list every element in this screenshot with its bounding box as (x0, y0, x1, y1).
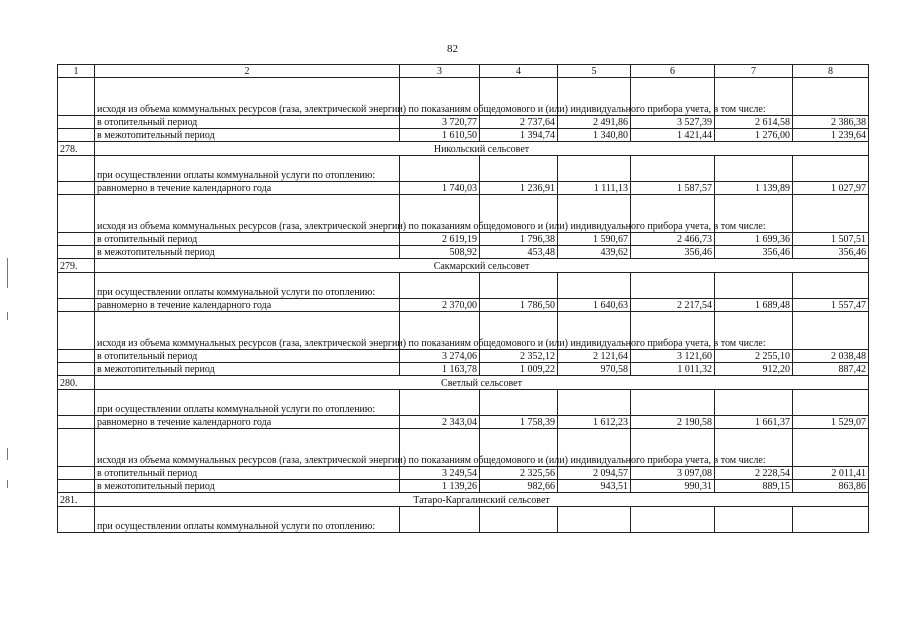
value-cell: 1 612,23 (558, 416, 631, 429)
value-cell: 1 139,89 (715, 182, 793, 195)
value-cell: 2 255,10 (715, 350, 793, 363)
value-cell: 1 758,39 (480, 416, 558, 429)
empty-cell (58, 246, 95, 259)
value-cell: 943,51 (558, 480, 631, 493)
value-cell: 912,20 (715, 363, 793, 376)
empty-cell (715, 390, 793, 416)
value-cell: 1 610,50 (400, 129, 480, 142)
empty-cell (58, 390, 95, 416)
empty-cell (558, 507, 631, 533)
value-cell: 508,92 (400, 246, 480, 259)
text-row (58, 195, 869, 233)
value-cell: 1 239,64 (793, 129, 869, 142)
section-title: Светлый сельсовет (95, 376, 869, 390)
value-cell: 2 352,12 (480, 350, 558, 363)
data-row (58, 299, 869, 312)
value-cell: 2 325,56 (480, 467, 558, 480)
section-title: Никольский сельсовет (95, 142, 869, 156)
column-header: 1 (58, 65, 95, 78)
empty-cell (631, 390, 715, 416)
column-header: 2 (95, 65, 400, 78)
tariff-table (57, 64, 869, 533)
empty-cell (400, 390, 480, 416)
data-row (58, 480, 869, 493)
value-cell: 2 619,19 (400, 233, 480, 246)
value-cell: 1 139,26 (400, 480, 480, 493)
empty-cell (58, 350, 95, 363)
empty-cell (58, 195, 95, 233)
empty-cell (58, 156, 95, 182)
row-label: при осуществлении оплаты коммунальной услуги по отоплению: (95, 507, 400, 533)
value-cell: 1 163,78 (400, 363, 480, 376)
empty-cell (793, 390, 869, 416)
column-header: 3 (400, 65, 480, 78)
row-label: равномерно в течение календарного года (95, 416, 400, 429)
data-row (58, 416, 869, 429)
section-number: 281. (58, 493, 95, 507)
empty-cell (58, 273, 95, 299)
empty-cell (58, 78, 95, 116)
empty-cell (480, 156, 558, 182)
value-cell: 1 640,63 (558, 299, 631, 312)
value-cell: 1 276,00 (715, 129, 793, 142)
text-row (58, 429, 869, 467)
row-label: в отопительный период (95, 467, 400, 480)
column-header: 6 (631, 65, 715, 78)
section-title: Татаро-Каргалинский сельсовет (95, 493, 869, 507)
row-label: при осуществлении оплаты коммунальной услуги по отоплению: (95, 273, 400, 299)
section-row (58, 493, 869, 507)
column-header: 5 (558, 65, 631, 78)
row-label: в межотопительный период (95, 363, 400, 376)
value-cell: 1 796,38 (480, 233, 558, 246)
value-cell: 3 121,60 (631, 350, 715, 363)
value-cell: 1 340,80 (558, 129, 631, 142)
value-cell: 990,31 (631, 480, 715, 493)
value-cell: 1 740,03 (400, 182, 480, 195)
empty-cell (793, 78, 869, 116)
value-cell: 453,48 (480, 246, 558, 259)
value-cell: 863,86 (793, 480, 869, 493)
column-header: 8 (793, 65, 869, 78)
text-row (58, 156, 869, 182)
value-cell: 1 587,57 (631, 182, 715, 195)
value-cell: 2 011,41 (793, 467, 869, 480)
value-cell: 2 217,54 (631, 299, 715, 312)
empty-cell (58, 299, 95, 312)
row-label: при осуществлении оплаты коммунальной услуги по отоплению: (95, 156, 400, 182)
text-row (58, 390, 869, 416)
value-cell: 2 491,86 (558, 116, 631, 129)
value-cell: 3 274,06 (400, 350, 480, 363)
row-label: в межотопительный период (95, 246, 400, 259)
value-cell: 1 507,51 (793, 233, 869, 246)
section-title: Сакмарский сельсовет (95, 259, 869, 273)
row-label: исходя из объема коммунальных ресурсов (газа, электрической энергии) по показаниям общедомового и (или) индивидуального прибора учета, в том числе: (95, 78, 400, 116)
value-cell: 2 228,54 (715, 467, 793, 480)
column-header-row (58, 65, 869, 78)
scan-margin-mark (7, 448, 8, 460)
text-row (58, 312, 869, 350)
text-row (58, 273, 869, 299)
data-row (58, 182, 869, 195)
section-row (58, 142, 869, 156)
empty-cell (793, 273, 869, 299)
value-cell: 1 394,74 (480, 129, 558, 142)
empty-cell (58, 129, 95, 142)
value-cell: 1 009,22 (480, 363, 558, 376)
data-row (58, 363, 869, 376)
empty-cell (58, 363, 95, 376)
empty-cell (58, 116, 95, 129)
value-cell: 3 097,08 (631, 467, 715, 480)
scan-margin-mark (7, 258, 8, 288)
data-row (58, 129, 869, 142)
value-cell: 1 699,36 (715, 233, 793, 246)
value-cell: 1 236,91 (480, 182, 558, 195)
value-cell: 3 249,54 (400, 467, 480, 480)
text-row (58, 78, 869, 116)
value-cell: 1 557,47 (793, 299, 869, 312)
empty-cell (558, 390, 631, 416)
empty-cell (558, 156, 631, 182)
value-cell: 2 094,57 (558, 467, 631, 480)
section-number: 278. (58, 142, 95, 156)
value-cell: 1 689,48 (715, 299, 793, 312)
value-cell: 2 370,00 (400, 299, 480, 312)
empty-cell (715, 507, 793, 533)
empty-cell (631, 507, 715, 533)
empty-cell (480, 390, 558, 416)
value-cell: 2 190,58 (631, 416, 715, 429)
value-cell: 1 421,44 (631, 129, 715, 142)
empty-cell (400, 156, 480, 182)
scan-margin-mark (7, 480, 8, 488)
row-label: в отопительный период (95, 350, 400, 363)
data-row (58, 233, 869, 246)
empty-cell (793, 156, 869, 182)
empty-cell (58, 233, 95, 246)
section-number: 279. (58, 259, 95, 273)
value-cell: 3 720,77 (400, 116, 480, 129)
row-label: исходя из объема коммунальных ресурсов (газа, электрической энергии) по показаниям общедомового и (или) индивидуального прибора учета, в том числе: (95, 195, 400, 233)
row-label: в межотопительный период (95, 480, 400, 493)
row-label: в отопительный период (95, 116, 400, 129)
value-cell: 1 590,67 (558, 233, 631, 246)
value-cell: 887,42 (793, 363, 869, 376)
page-number: 82 (447, 43, 458, 55)
empty-cell (58, 429, 95, 467)
empty-cell (715, 156, 793, 182)
data-row (58, 246, 869, 259)
empty-cell (58, 507, 95, 533)
value-cell: 889,15 (715, 480, 793, 493)
data-row (58, 350, 869, 363)
row-label: при осуществлении оплаты коммунальной услуги по отоплению: (95, 390, 400, 416)
value-cell: 970,58 (558, 363, 631, 376)
value-cell: 2 386,38 (793, 116, 869, 129)
value-cell: 356,46 (631, 246, 715, 259)
data-row (58, 467, 869, 480)
empty-cell (793, 507, 869, 533)
value-cell: 2 737,64 (480, 116, 558, 129)
empty-cell (558, 273, 631, 299)
value-cell: 356,46 (793, 246, 869, 259)
empty-cell (793, 195, 869, 233)
row-label: исходя из объема коммунальных ресурсов (газа, электрической энергии) по показаниям общедомового и (или) индивидуального прибора учета, в том числе: (95, 429, 400, 467)
section-row (58, 376, 869, 390)
empty-cell (715, 273, 793, 299)
empty-cell (58, 312, 95, 350)
text-row (58, 507, 869, 533)
row-label: в отопительный период (95, 233, 400, 246)
value-cell: 1 011,32 (631, 363, 715, 376)
empty-cell (631, 156, 715, 182)
column-header: 7 (715, 65, 793, 78)
empty-cell (400, 273, 480, 299)
value-cell: 1 786,50 (480, 299, 558, 312)
value-cell: 2 038,48 (793, 350, 869, 363)
empty-cell (58, 480, 95, 493)
empty-cell (793, 429, 869, 467)
value-cell: 2 614,58 (715, 116, 793, 129)
table-body (58, 65, 869, 533)
row-label: равномерно в течение календарного года (95, 299, 400, 312)
empty-cell (400, 507, 480, 533)
empty-cell (58, 467, 95, 480)
value-cell: 2 343,04 (400, 416, 480, 429)
value-cell: 1 529,07 (793, 416, 869, 429)
value-cell: 2 121,64 (558, 350, 631, 363)
value-cell: 1 661,37 (715, 416, 793, 429)
empty-cell (58, 416, 95, 429)
value-cell: 982,66 (480, 480, 558, 493)
row-label: равномерно в течение календарного года (95, 182, 400, 195)
value-cell: 439,62 (558, 246, 631, 259)
data-row (58, 116, 869, 129)
value-cell: 2 466,73 (631, 233, 715, 246)
section-number: 280. (58, 376, 95, 390)
column-header: 4 (480, 65, 558, 78)
value-cell: 356,46 (715, 246, 793, 259)
value-cell: 1 027,97 (793, 182, 869, 195)
empty-cell (631, 273, 715, 299)
value-cell: 1 111,13 (558, 182, 631, 195)
empty-cell (793, 312, 869, 350)
value-cell: 3 527,39 (631, 116, 715, 129)
row-label: в межотопительный период (95, 129, 400, 142)
empty-cell (480, 507, 558, 533)
section-row (58, 259, 869, 273)
scan-margin-mark (7, 312, 8, 320)
row-label: исходя из объема коммунальных ресурсов (газа, электрической энергии) по показаниям общедомового и (или) индивидуального прибора учета, в том числе: (95, 312, 400, 350)
empty-cell (480, 273, 558, 299)
empty-cell (58, 182, 95, 195)
